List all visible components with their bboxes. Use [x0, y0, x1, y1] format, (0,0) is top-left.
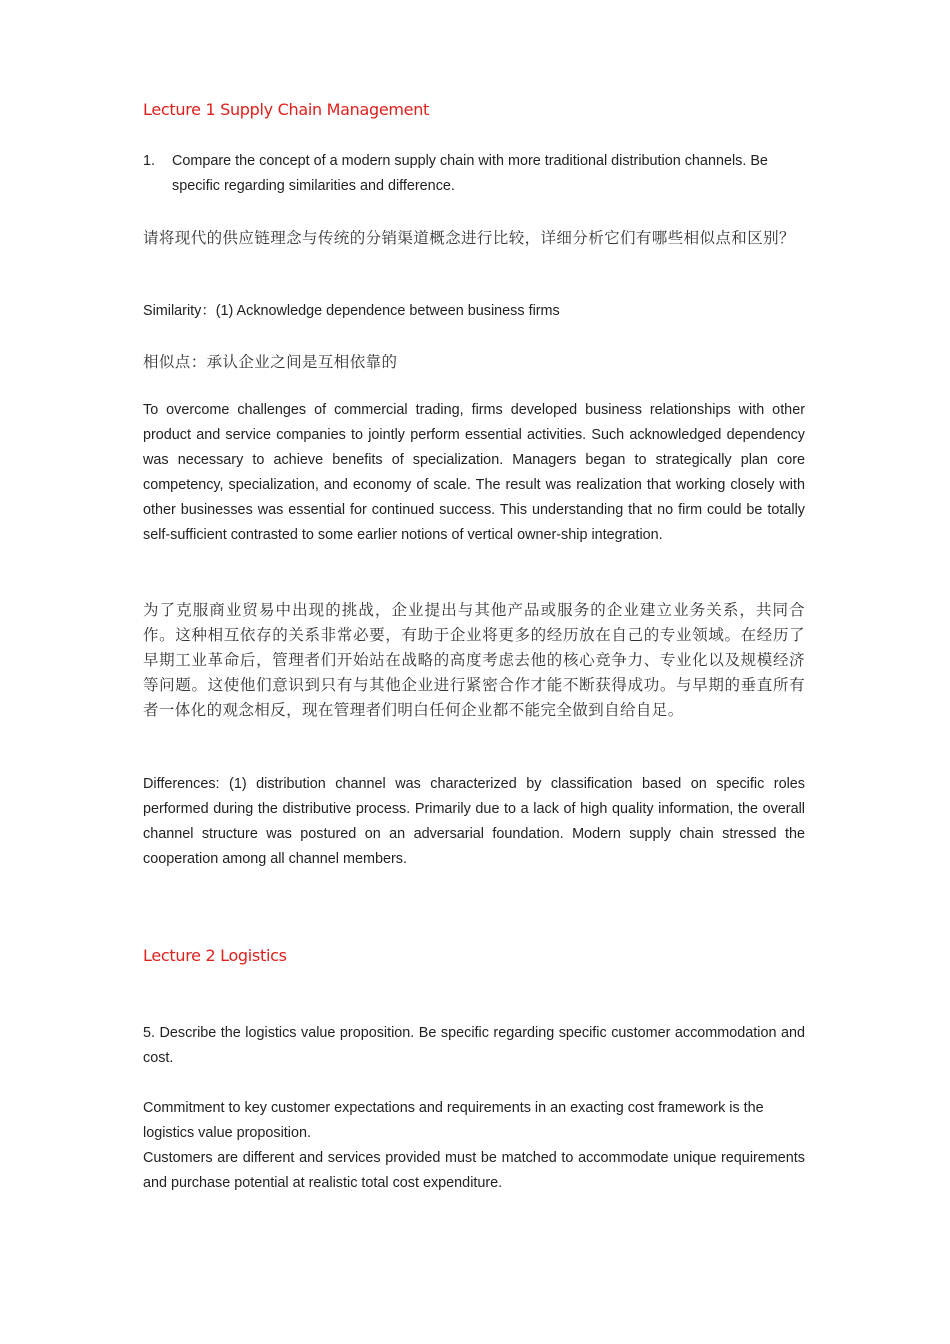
- question-number: 1.: [143, 153, 156, 169]
- lecture-2-heading: Lecture 2 Logistics: [143, 946, 287, 965]
- lecture-1-heading: Lecture 1 Supply Chain Management: [143, 100, 430, 119]
- answer-paragraph-1: Commitment to key customer expectations and requirements in an exacting cost framework is the logistics value proposition.: [143, 1100, 764, 1141]
- question-1: [143, 149, 805, 199]
- question-5: 5. Describe the logistics value proposition. Be specific regarding specific customer accommodation and cost.: [143, 1025, 805, 1066]
- differences-paragraph: Differences: (1) distribution channel was characterized by classification based on specific roles performed during the distributive process. Primarily due to a lack of high quality information, the overall channel structure was postured on an adversarial foundation. Modern supply chain stressed the cooperation among all channel members.: [143, 776, 805, 867]
- similarity-chinese: 相似点：承认企业之间是互相依靠的: [143, 353, 398, 371]
- question-1-chinese: 请将现代的供应链理念与传统的分销渠道概念进行比较，详细分析它们有哪些相似点和区别？: [143, 229, 795, 247]
- similarity-line: Similarity：(1) Acknowledge dependence between business firms: [143, 303, 560, 319]
- question-text: Compare the concept of a modern supply chain with more traditional distribution channels. Be specific regarding similarities and difference.: [172, 153, 768, 194]
- answer-paragraph-2: Customers are different and services provided must be matched to accommodate unique requirements and purchase potential at realistic total cost expenditure.: [143, 1150, 805, 1191]
- similarity-paragraph: To overcome challenges of commercial trading, firms developed business relationships with other product and service companies to jointly perform essential activities. Such acknowledged dependency was necessary to achieve benefits of specialization. Managers began to strategically plan core competency, specialization, and economy of scale. The result was realization that working closely with other businesses was essential for continued success. This understanding that no firm could be totally self-sufficient contrasted to some earlier notions of vertical owner-ship integration.: [143, 402, 805, 543]
- similarity-paragraph-chinese: 为了克服商业贸易中出现的挑战，企业提出与其他产品或服务的企业建立业务关系，共同合作。这种相互依存的关系非常必要，有助于企业将更多的经历放在自己的专业领域。在经历了早期工业革命后，管理者们开始站在战略的高度考虑去他的核心竞争力、专业化以及规模经济等问题。这使他们意识到只有与其他企业进行紧密合作才能不断获得成功。与早期的垂直所有者一体化的观念相反，现在管理者们明白任何企业都不能完全做到自给自足。: [143, 601, 805, 719]
